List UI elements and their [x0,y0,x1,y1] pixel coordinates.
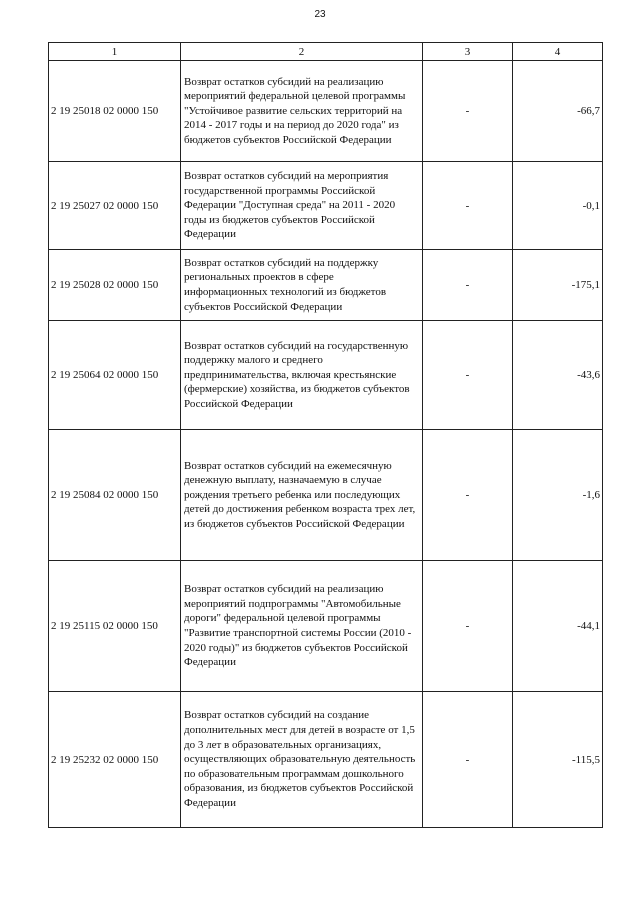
row-description: Возврат остатков субсидий на государственную поддержку малого и среднего предпринимательства, включая крестьянские (фермерские) хозяйства, из бюджетов субъектов Российской Федерации [181,321,423,430]
table-row [49,321,603,430]
column-4-value: -66,7 [513,61,603,162]
column-3-value: - [423,61,513,162]
table-row [49,692,603,828]
column-4-value: -115,5 [513,692,603,828]
budget-code: 2 19 25027 02 0000 150 [49,162,181,250]
budget-code: 2 19 25084 02 0000 150 [49,430,181,561]
budget-code: 2 19 25028 02 0000 150 [49,250,181,321]
budget-code: 2 19 25018 02 0000 150 [49,61,181,162]
row-description: Возврат остатков субсидий на реализацию мероприятий подпрограммы "Автомобильные дороги" федеральной целевой программы "Развитие транспортной системы России (2010 - 2020 годы)" из бюджетов субъектов Российской Федерации [181,561,423,692]
column-4-value: -175,1 [513,250,603,321]
column-4-value: -1,6 [513,430,603,561]
row-description: Возврат остатков субсидий на реализацию мероприятий федеральной целевой программы "Устойчивое развитие сельских территорий на 2014 - 2017 годы и на период до 2020 года" из бюджетов субъектов Российской Федерации [181,61,423,162]
budget-table [48,42,603,828]
column-3-value: - [423,561,513,692]
table-row [49,430,603,561]
row-description: Возврат остатков субсидий на мероприятия государственной программы Российской Федерации "Доступная среда" на 2011 - 2020 годы из бюджетов субъектов Российской Федерации [181,162,423,250]
column-3-value: - [423,692,513,828]
budget-code: 2 19 25232 02 0000 150 [49,692,181,828]
row-description: Возврат остатков субсидий на ежемесячную денежную выплату, назначаемую в случае рождения третьего ребенка или последующих детей до достижения ребенком возраста трех лет, из бюджетов субъектов Российской Федерации [181,430,423,561]
row-description: Возврат остатков субсидий на поддержку региональных проектов в сфере информационных технологий из бюджетов субъектов Российской Федерации [181,250,423,321]
column-3-value: - [423,321,513,430]
column-3-value: - [423,430,513,561]
table-row [49,561,603,692]
column-3-value: - [423,162,513,250]
column-header-4: 4 [513,43,603,61]
budget-code: 2 19 25115 02 0000 150 [49,561,181,692]
page-number: 23 [314,9,326,20]
table-row [49,250,603,321]
table-header-row [49,43,603,61]
column-header-2: 2 [181,43,423,61]
column-4-value: -0,1 [513,162,603,250]
budget-code: 2 19 25064 02 0000 150 [49,321,181,430]
column-4-value: -44,1 [513,561,603,692]
column-4-value: -43,6 [513,321,603,430]
table-row [49,162,603,250]
column-3-value: - [423,250,513,321]
table-row [49,61,603,162]
row-description: Возврат остатков субсидий на создание дополнительных мест для детей в возрасте от 1,5 до 3 лет в образовательных организациях, осуществляющих образовательную деятельность по образовательным программам дошкольного образования, из бюджетов субъектов Российской Федерации [181,692,423,828]
column-header-1: 1 [49,43,181,61]
column-header-3: 3 [423,43,513,61]
